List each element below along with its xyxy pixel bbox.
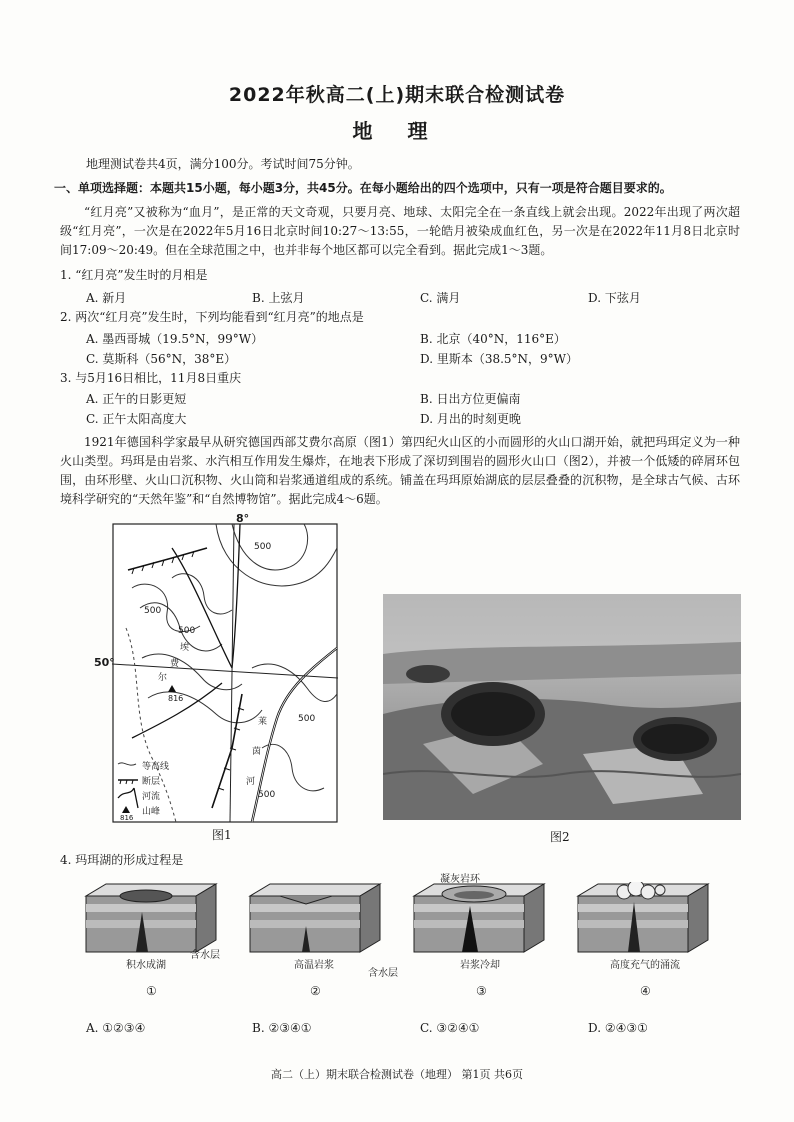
q4-option-c: C. ③②④① xyxy=(420,1021,480,1035)
block-diagram-2 xyxy=(240,882,392,954)
block-diagram-1 xyxy=(76,882,228,954)
contour-label: 500 xyxy=(178,626,196,636)
section-heading: 一、单项选择题：本题共15小题，每小题3分，共45分。在每小题给出的四个选项中，只有一项是符合题目要求的。 xyxy=(54,181,672,195)
legend-contour-label: 等高线 xyxy=(142,762,170,772)
legend-fault-label: 断层 xyxy=(142,777,161,787)
question-1-stem: 1. “红月亮”发生时的月相是 xyxy=(60,268,208,282)
question-4-stem: 4. 玛珥湖的形成过程是 xyxy=(60,853,184,867)
latitude-label: 50° xyxy=(94,656,115,669)
river-char: 茵 xyxy=(252,747,262,757)
region-char: 埃 xyxy=(180,643,190,653)
legend-river-label: 河流 xyxy=(142,792,161,802)
aquifer-label: 含水层 xyxy=(190,950,220,961)
block-number-3: ③ xyxy=(476,984,487,998)
q4-option-b: B. ②③④① xyxy=(252,1021,312,1035)
block-number-4: ④ xyxy=(640,984,651,998)
figure-2-caption: 图2 xyxy=(550,830,570,844)
longitude-label: 8° xyxy=(236,512,250,525)
q2-option-c: C. 莫斯科（56°N，38°E） xyxy=(86,352,237,366)
page-footer: 高二（上）期末联合检测试卷（地理） 第1页 共6页 xyxy=(271,1068,523,1081)
block-number-2: ② xyxy=(310,984,321,998)
q2-option-b: B. 北京（40°N，116°E） xyxy=(420,332,566,346)
block-number-1: ① xyxy=(146,984,157,998)
q1-option-a: A. 新月 xyxy=(86,291,127,305)
river-char: 河 xyxy=(246,777,256,787)
legend-peak-label: 山峰 xyxy=(142,807,161,817)
contour-label: 500 xyxy=(298,714,316,724)
contour-label: 500 xyxy=(144,606,162,616)
aquifer-label: 含水层 xyxy=(368,968,398,979)
hot-magma-label: 高温岩浆 xyxy=(294,960,334,971)
question-3-stem: 3. 与5月16日相比，11月8日重庆 xyxy=(60,371,242,385)
question-2-stem: 2. 两次“红月亮”发生时，下列均能看到“红月亮”的地点是 xyxy=(60,310,364,324)
peak-elevation-label: 816 xyxy=(168,694,184,703)
q3-option-d: D. 月出的时刻更晚 xyxy=(420,412,521,426)
water-lake-label: 积水成湖 xyxy=(126,960,166,971)
q1-option-b: B. 上弦月 xyxy=(252,291,305,305)
passage-red-moon: “红月亮”又被称为“血月”，是正常的天文奇观，只要月亮、地球、太阳完全在一条直线上就会出现。2022年出现了两次超级“红月亮”，一次是在2022年5月16日北京时间10:27～13:55，一轮皓月被染成血红色，另一次是在2022年11月8日北京时间17:09～20:49。但在全球范围之中，也并非每个地区都可以完全看到。据此完成1～3题。 xyxy=(60,205,740,257)
passage-maar: 1921年德国科学家最早从研究德国西部艾费尔高原（图1）第四纪火山区的小而圆形的火山口湖开始，就把玛珥定义为一种火山类型。玛珥是由岩浆、水汽相互作用发生爆炸，在地表下形成了深切到围岩的圆形火山口（图2），并被一个低矮的碎屑环包围，由环形壁、火山口沉积物、火山筒和岩浆通道组成的系统。铺盖在玛珥原始湖底的层层叠叠的沉积物，是全球古气候、古环境科学研究的“天然年鉴”和“自然博物馆”。据此完成4～6题。 xyxy=(60,435,740,506)
magma-cooling-label: 岩浆冷却 xyxy=(460,960,500,971)
q1-option-c: C. 满月 xyxy=(420,291,461,305)
region-char: 尔 xyxy=(158,673,168,683)
block-diagram-3 xyxy=(404,882,556,954)
q4-option-d: D. ②④③① xyxy=(588,1021,648,1035)
legend-peak-sample: 816 xyxy=(120,814,134,822)
region-char: 费 xyxy=(170,659,180,669)
q2-option-d: D. 里斯本（38.5°N，9°W） xyxy=(420,352,579,366)
q1-option-d: D. 下弦月 xyxy=(588,291,641,305)
gas-surge-label: 高度充气的涌流 xyxy=(610,960,680,971)
q3-option-c: C. 正午太阳高度大 xyxy=(86,412,187,426)
figure-1-caption: 图1 xyxy=(212,828,232,842)
block-diagram-4 xyxy=(568,882,720,954)
exam-intro: 地理测试卷共4页，满分100分。考试时间75分钟。 xyxy=(86,157,360,171)
contour-label: 500 xyxy=(254,542,272,552)
q3-option-b: B. 日出方位更偏南 xyxy=(420,392,521,406)
exam-title: 2022年秋高二(上)期末联合检测试卷 xyxy=(228,84,566,106)
q2-option-a: A. 墨西哥城（19.5°N，99°W） xyxy=(86,332,264,346)
q4-option-a: A. ①②③④ xyxy=(86,1021,146,1035)
figure-2-photo xyxy=(383,594,741,820)
figure-1-map xyxy=(94,512,338,824)
q3-option-a: A. 正午的日影更短 xyxy=(86,392,187,406)
tuff-ring-label: 凝灰岩环 xyxy=(440,874,480,885)
contour-label: 500 xyxy=(258,790,276,800)
subject-title: 地 理 xyxy=(352,119,442,143)
river-char: 莱 xyxy=(258,717,268,727)
